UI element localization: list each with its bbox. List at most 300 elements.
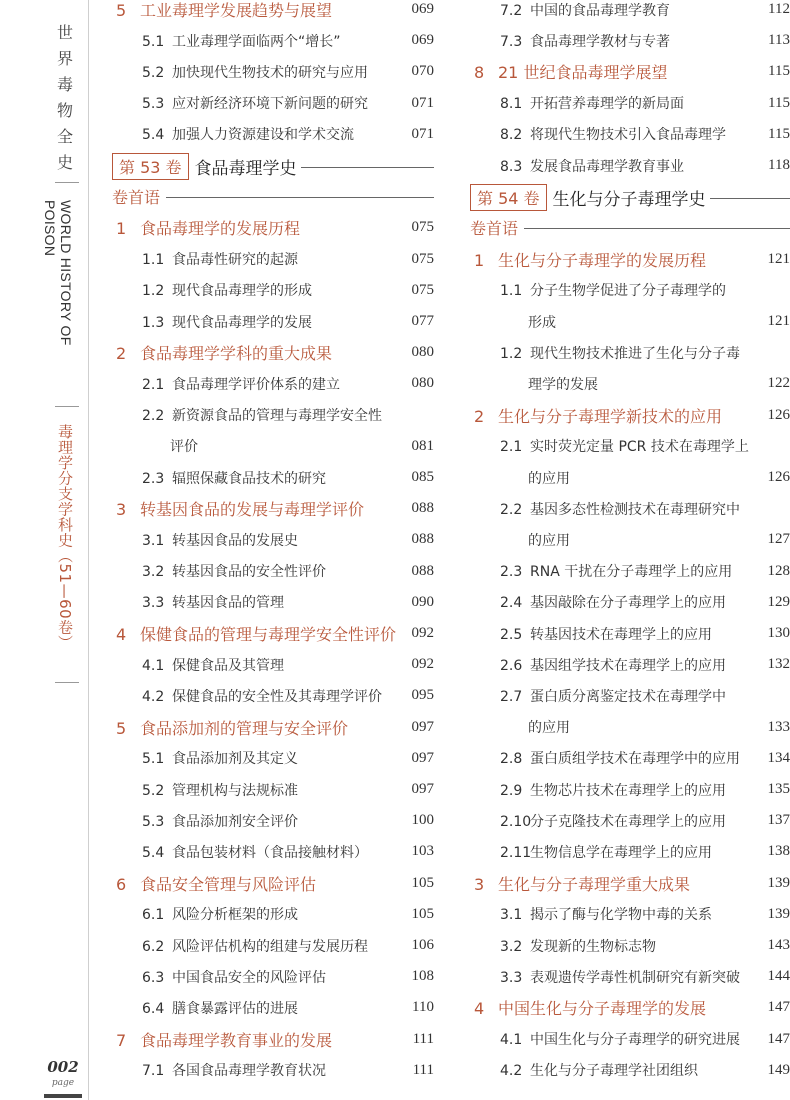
toc-entry-text bbox=[470, 936, 768, 956]
toc-chapter bbox=[112, 493, 434, 524]
toc-page-number: 121 bbox=[767, 250, 790, 267]
page-bar bbox=[44, 1094, 82, 1098]
toc-page-number: 144 bbox=[767, 968, 790, 985]
toc-entry bbox=[112, 244, 434, 275]
toc-entry-number: 5.1 bbox=[142, 751, 165, 768]
toc-entry-title: 生化与分子毒理学新技术的应用 bbox=[498, 406, 723, 426]
rule-line bbox=[166, 197, 434, 198]
toc-chapter bbox=[112, 712, 434, 743]
toc-page-number: 069 bbox=[411, 32, 434, 49]
toc-page-number: 088 bbox=[411, 562, 434, 579]
toc-page-number: 118 bbox=[768, 157, 790, 173]
toc-entry-title: 现代食品毒理学的发展 bbox=[172, 314, 312, 331]
toc-entry bbox=[112, 992, 434, 1023]
toc-entry-text bbox=[112, 716, 412, 739]
toc-page-number: 115 bbox=[768, 94, 790, 111]
toc-entry bbox=[470, 618, 790, 649]
toc-entry-title: 各国食品毒理学教育状况 bbox=[172, 1063, 326, 1080]
toc-entry-title: 表观遗传学毒性机制研究有新突破 bbox=[530, 969, 740, 986]
toc-entry-title: 食品毒性研究的起源 bbox=[172, 252, 298, 269]
toc-entry-number: 3.2 bbox=[500, 938, 523, 955]
toc-entry-text bbox=[470, 624, 768, 644]
toc-entry-number: 5.2 bbox=[142, 64, 165, 81]
rule-line bbox=[710, 198, 790, 199]
toc-chapter bbox=[470, 244, 790, 275]
toc-page-number: 071 bbox=[411, 125, 434, 142]
toc-entry-text bbox=[470, 93, 768, 113]
volume-title: 生化与分子毒理学史 bbox=[552, 189, 706, 210]
toc-entry-title: 转基因食品的安全性评价 bbox=[172, 564, 326, 581]
toc-entry-text bbox=[470, 436, 790, 456]
toc-page-number: 149 bbox=[767, 1061, 790, 1078]
toc-entry-number: 2.8 bbox=[500, 751, 523, 768]
toc-entry-number: 3.1 bbox=[142, 532, 165, 549]
toc-entry-text bbox=[470, 156, 768, 176]
toc-entry-text bbox=[112, 936, 412, 956]
toc-entry bbox=[470, 649, 790, 680]
toc-page-number: 106 bbox=[411, 937, 434, 953]
volume-heading bbox=[112, 152, 434, 180]
toc-page-number: 133 bbox=[767, 718, 790, 735]
toc-entry-text bbox=[112, 31, 412, 51]
toc-entry-number: 3.3 bbox=[500, 969, 523, 986]
toc-entry-text bbox=[470, 904, 768, 924]
toc-entry-title: 食品毒理学的发展历程 bbox=[140, 219, 301, 239]
toc-entry-title: 管理机构与法规标准 bbox=[172, 782, 298, 799]
toc-entry bbox=[112, 836, 434, 867]
toc-entry-number: 2.5 bbox=[500, 626, 523, 643]
toc-page-number: 075 bbox=[411, 219, 434, 236]
toc-entry-text bbox=[470, 530, 768, 550]
divider bbox=[55, 182, 79, 183]
toc-page-number: 100 bbox=[411, 812, 434, 829]
rule-line bbox=[301, 167, 434, 168]
toc-entry-title: 分子克隆技术在毒理学上的应用 bbox=[530, 813, 726, 830]
toc-entry-text bbox=[470, 842, 768, 862]
toc-entry-title: 食品毒理学评价体系的建立 bbox=[172, 376, 340, 393]
toc-entry-title: 食品添加剂及其定义 bbox=[172, 751, 298, 768]
toc-entry-text bbox=[470, 748, 768, 768]
toc-entry-title: 中国生化与分子毒理学的发展 bbox=[498, 999, 707, 1019]
toc-entry-number: 6 bbox=[116, 874, 127, 894]
toc-entry-title: 生化与分子毒理学重大成果 bbox=[498, 874, 691, 894]
toc-page-number: 097 bbox=[411, 749, 434, 766]
toc-entry-title: 的应用 bbox=[528, 470, 570, 487]
toc-page-number: 126 bbox=[767, 406, 790, 423]
toc-entry-number: 8.3 bbox=[500, 158, 523, 175]
toc-entry-title: 工业毒理学面临两个“增长” bbox=[172, 33, 341, 50]
toc-entry-number: 2.1 bbox=[500, 439, 523, 456]
toc-entry bbox=[470, 88, 790, 119]
toc-entry-number: 4 bbox=[116, 625, 127, 644]
toc-page-number: 137 bbox=[767, 812, 790, 829]
toc-entry bbox=[112, 400, 434, 431]
toc-entry-text bbox=[470, 280, 790, 300]
toc-entry-title: 转基因食品的发展与毒理学评价 bbox=[140, 500, 365, 520]
sidebar bbox=[0, 0, 90, 1100]
toc-entry-number: 2.7 bbox=[500, 688, 523, 705]
toc-entry bbox=[470, 25, 790, 56]
toc-entry-title: 转基因食品的发展史 bbox=[172, 532, 298, 549]
toc-entry-title: 蛋白质组学技术在毒理学中的应用 bbox=[530, 751, 740, 768]
toc-entry-number: 5.3 bbox=[142, 813, 165, 830]
toc-entry-title: 蛋白质分离鉴定技术在毒理学中 bbox=[530, 688, 726, 705]
toc-entry-number: 1.3 bbox=[142, 314, 165, 331]
toc-entry-text bbox=[470, 1060, 768, 1080]
toc-entry-number: 8.2 bbox=[500, 127, 523, 144]
toc-chapter bbox=[112, 1024, 434, 1055]
toc-page-number: 092 bbox=[411, 656, 434, 673]
toc-entry bbox=[112, 56, 434, 87]
toc-entry-title: 的应用 bbox=[528, 532, 570, 549]
toc-chapter bbox=[112, 618, 434, 649]
toc-entry-number: 6.4 bbox=[142, 1000, 165, 1017]
volume-label: 第 53 卷 bbox=[112, 153, 189, 180]
toc-entry-title: 转基因技术在毒理学上的应用 bbox=[530, 626, 712, 643]
toc-entry-text bbox=[470, 872, 768, 895]
toc-page-number: 132 bbox=[767, 656, 790, 673]
toc-entry-title: 食品包装材料（食品接触材料） bbox=[172, 844, 368, 861]
toc-entry bbox=[470, 1024, 790, 1055]
toc-entry-text bbox=[112, 341, 412, 364]
toc-entry bbox=[112, 306, 434, 337]
toc-entry-text bbox=[470, 811, 768, 831]
toc-entry-title: 现代生物技术推进了生化与分子毒 bbox=[530, 345, 740, 362]
toc-chapter bbox=[470, 400, 790, 431]
toc-entry-number: 1 bbox=[474, 250, 485, 270]
toc-entry-number: 4.2 bbox=[142, 688, 165, 705]
toc-entry-text bbox=[112, 312, 412, 332]
toc-page-number: 075 bbox=[411, 281, 434, 298]
toc-entry bbox=[112, 961, 434, 992]
toc-entry bbox=[470, 712, 790, 743]
toc-entry-text bbox=[112, 686, 412, 706]
toc-entry bbox=[112, 1055, 434, 1086]
toc-entry-title: 风险评估机构的组建与发展历程 bbox=[172, 938, 368, 955]
toc-entry-number: 5 bbox=[116, 1, 127, 20]
toc-entry bbox=[470, 0, 790, 25]
toc-page-number: 127 bbox=[767, 531, 790, 548]
toc-entry bbox=[112, 88, 434, 119]
toc-entry-number: 2.9 bbox=[500, 782, 523, 799]
toc-entry-text bbox=[470, 124, 768, 144]
toc-chapter bbox=[470, 868, 790, 899]
toc-entry bbox=[470, 743, 790, 774]
toc-page-number: 077 bbox=[411, 313, 434, 329]
toc-entry-text bbox=[470, 343, 790, 363]
toc-entry-text bbox=[470, 404, 768, 427]
toc-entry bbox=[470, 119, 790, 150]
rule-line bbox=[524, 228, 790, 229]
toc-page-number: 126 bbox=[767, 469, 790, 485]
toc-page-number: 081 bbox=[411, 437, 434, 454]
toc-entry bbox=[470, 493, 790, 524]
toc-chapter bbox=[112, 337, 434, 368]
toc-entry bbox=[470, 680, 790, 711]
toc-entry-title: 21 世纪食品毒理学展望 bbox=[498, 63, 668, 83]
toc-entry-text bbox=[470, 592, 768, 612]
toc-entry-number: 3 bbox=[116, 500, 127, 520]
series-title: 世界毒物全史 bbox=[56, 23, 73, 172]
toc-entry-number: 7.1 bbox=[142, 1063, 165, 1080]
toc-page-number: 105 bbox=[411, 874, 434, 891]
toc-entry bbox=[470, 836, 790, 867]
toc-entry-number: 7.3 bbox=[500, 33, 523, 50]
toc-entry bbox=[470, 1055, 790, 1086]
toc-entry-title: 膳食暴露评估的进展 bbox=[172, 1000, 298, 1017]
toc-page-number: 139 bbox=[767, 905, 790, 922]
toc-entry-number: 5.3 bbox=[142, 96, 165, 113]
toc-entry bbox=[470, 462, 790, 493]
toc-entry-title: 应对新经济环境下新问题的研究 bbox=[172, 96, 368, 113]
toc-entry-title: 转基因食品的管理 bbox=[172, 595, 284, 612]
toc-chapter bbox=[470, 56, 790, 87]
toc-entry-number: 7 bbox=[116, 1030, 127, 1050]
toc-entry-title: 食品安全管理与风险评估 bbox=[140, 874, 317, 894]
toc-entry bbox=[112, 431, 434, 462]
toc-entry-title: 开拓营养毒理学的新局面 bbox=[530, 96, 684, 113]
toc-entry-title: 工业毒理学发展趋势与展望 bbox=[140, 1, 333, 20]
toc-entry-text bbox=[470, 655, 768, 675]
toc-entry-title: 中国的食品毒理学教育 bbox=[530, 2, 670, 19]
toc-entry bbox=[112, 524, 434, 555]
toc-entry-title: 生化与分子毒理学的发展历程 bbox=[498, 250, 707, 270]
toc-entry-title: 理学的发展 bbox=[528, 376, 598, 393]
toc-entry-text bbox=[470, 312, 768, 332]
toc-entry bbox=[470, 556, 790, 587]
toc-entry-text bbox=[112, 748, 412, 768]
toc-page-number: 103 bbox=[411, 843, 434, 860]
toc-page-number: 138 bbox=[767, 843, 790, 860]
toc-entry-title: 生化与分子毒理学社团组织 bbox=[530, 1063, 698, 1080]
toc-entry-number: 1.2 bbox=[500, 345, 523, 362]
toc-chapter bbox=[112, 212, 434, 243]
toc-entry bbox=[470, 587, 790, 618]
toc-page-number: 097 bbox=[411, 718, 434, 735]
toc-entry-number: 3.3 bbox=[142, 595, 165, 612]
toc-entry bbox=[112, 930, 434, 961]
toc-entry-title: 发现新的生物标志物 bbox=[530, 938, 656, 955]
toc-page-number: 130 bbox=[767, 625, 790, 641]
toc-entry bbox=[112, 680, 434, 711]
toc-page-number: 088 bbox=[411, 500, 434, 517]
toc-chapter bbox=[470, 992, 790, 1023]
toc-entry-text bbox=[112, 811, 412, 831]
toc-page-number: 092 bbox=[411, 625, 434, 641]
toc-page-number: 113 bbox=[768, 32, 790, 49]
toc-entry-number: 2.4 bbox=[500, 595, 523, 612]
toc-entry bbox=[470, 774, 790, 805]
toc-entry bbox=[470, 306, 790, 337]
toc-entry-number: 3 bbox=[474, 874, 485, 894]
toc-entry-number: 5.1 bbox=[142, 33, 165, 50]
toc-entry bbox=[112, 899, 434, 930]
toc-page-number: 139 bbox=[767, 874, 790, 891]
series-title-en: WORLD HISTORY OF POISON bbox=[42, 200, 74, 346]
toc-entry bbox=[112, 587, 434, 618]
toc-page-number: 080 bbox=[411, 344, 434, 361]
volume-heading bbox=[470, 183, 790, 211]
toc-page-number: 069 bbox=[411, 1, 434, 17]
toc-entry-title: 食品添加剂安全评价 bbox=[172, 813, 298, 830]
toc-page-number: 088 bbox=[411, 531, 434, 548]
toc-entry bbox=[470, 368, 790, 399]
toc-entry bbox=[470, 150, 790, 181]
toc-page-number: 115 bbox=[768, 125, 790, 142]
toc-entry-text bbox=[112, 405, 434, 425]
toc-entry-title: 评价 bbox=[170, 439, 198, 456]
toc-entry-text bbox=[112, 216, 412, 239]
toc-entry-text bbox=[112, 280, 412, 300]
toc-entry-text bbox=[112, 249, 412, 269]
toc-entry-number: 5.4 bbox=[142, 844, 165, 861]
toc-entry bbox=[470, 431, 790, 462]
toc-entry-title: 加强人力资源建设和学术交流 bbox=[172, 127, 354, 144]
volume-title: 食品毒理学史 bbox=[194, 158, 297, 179]
toc-entry bbox=[112, 649, 434, 680]
toc-page-number: 111 bbox=[412, 1061, 434, 1078]
toc-entry-number: 1.1 bbox=[500, 283, 523, 300]
toc-entry-text bbox=[112, 1028, 413, 1051]
page-number: 002 bbox=[47, 1058, 79, 1076]
toc-entry-text bbox=[112, 436, 412, 456]
toc-entry-text bbox=[470, 374, 768, 394]
toc-page-number: 075 bbox=[411, 250, 434, 267]
divider bbox=[55, 682, 79, 683]
toc-entry-title: 食品毒理学教育事业的发展 bbox=[140, 1030, 333, 1050]
toc-entry-title: 食品添加剂的管理与安全评价 bbox=[140, 718, 349, 738]
toc-entry-number: 4.1 bbox=[500, 1032, 523, 1049]
toc-page-number: 135 bbox=[767, 781, 790, 797]
toc-page-number: 121 bbox=[767, 313, 790, 329]
toc-page-number: 122 bbox=[767, 375, 790, 392]
toc-entry-number: 2.10 bbox=[500, 813, 532, 830]
toc-entry-text bbox=[112, 497, 412, 520]
toc-entry-text bbox=[112, 93, 412, 113]
toc-entry-number: 2 bbox=[116, 344, 127, 364]
toc-entry-title: 风险分析框架的形成 bbox=[172, 907, 298, 924]
toc-page-number: 115 bbox=[768, 63, 790, 80]
toc-entry bbox=[112, 25, 434, 56]
toc-entry-title: 将现代生物技术引入食品毒理学 bbox=[530, 127, 726, 144]
toc-entry-number: 5.4 bbox=[142, 127, 165, 144]
toc-entry-text bbox=[470, 1029, 768, 1049]
toc-entry-title: 辐照保藏食品技术的研究 bbox=[172, 470, 326, 487]
toc-entry bbox=[112, 275, 434, 306]
toc-page-number: 070 bbox=[411, 63, 434, 80]
toc-page-number: 143 bbox=[767, 937, 790, 953]
toc-entry-text bbox=[470, 60, 768, 83]
toc-entry-title: 加快现代生物技术的研究与应用 bbox=[172, 64, 368, 81]
toc-entry-text bbox=[470, 561, 768, 581]
toc-entry-text bbox=[470, 717, 768, 737]
toc-entry-number: 4.2 bbox=[500, 1063, 523, 1080]
toc-page-number: 110 bbox=[412, 999, 434, 1016]
toc-entry-text bbox=[470, 0, 768, 20]
toc-page-number: 134 bbox=[767, 749, 790, 766]
toc-entry-text bbox=[112, 561, 412, 581]
toc-entry bbox=[470, 930, 790, 961]
toc-entry bbox=[112, 462, 434, 493]
toc-entry-text bbox=[112, 0, 412, 21]
toc-entry-title: 基因组学技术在毒理学上的应用 bbox=[530, 657, 726, 674]
toc-entry-text bbox=[112, 780, 412, 800]
page-label: page bbox=[51, 1078, 75, 1088]
toc-entry-title: 基因敲除在分子毒理学上的应用 bbox=[530, 595, 726, 612]
toc-entry-text bbox=[112, 904, 412, 924]
toc-entry-number: 1.2 bbox=[142, 283, 165, 300]
toc-entry-text bbox=[112, 374, 412, 394]
toc-entry-number: 4.1 bbox=[142, 657, 165, 674]
toc-entry-number: 2.11 bbox=[500, 844, 532, 861]
toc-page-number: 095 bbox=[411, 687, 434, 704]
toc-entry bbox=[470, 961, 790, 992]
toc-entry-title: 食品毒理学教材与专著 bbox=[530, 33, 670, 50]
toc-entry-number: 2.2 bbox=[142, 408, 165, 425]
toc-entry-title: 的应用 bbox=[528, 720, 570, 737]
toc-entry-number: 8 bbox=[474, 63, 485, 83]
toc-entry-title: 保健食品的管理与毒理学安全性评价 bbox=[140, 625, 397, 644]
toc-entry-text bbox=[470, 967, 768, 987]
toc-entry-text bbox=[112, 967, 412, 987]
toc-entry-number: 6.3 bbox=[142, 969, 165, 986]
toc-entry-title: 中国食品安全的风险评估 bbox=[172, 969, 326, 986]
divider bbox=[55, 406, 79, 407]
preface-label: 卷首语 bbox=[112, 188, 161, 208]
toc-entry-number: 3.1 bbox=[500, 907, 523, 924]
toc-entry-title: 新资源食品的管理与毒理学安全性 bbox=[172, 408, 382, 425]
toc-entry-text bbox=[112, 530, 412, 550]
toc-page-number: 147 bbox=[767, 999, 790, 1016]
toc-page-number: 112 bbox=[768, 1, 790, 17]
toc-entry-text bbox=[470, 31, 768, 51]
toc-entry-number: 2.2 bbox=[500, 501, 523, 518]
toc-entry bbox=[112, 805, 434, 836]
toc-entry bbox=[112, 556, 434, 587]
toc-chapter bbox=[112, 0, 434, 25]
toc-entry-text bbox=[470, 780, 768, 800]
toc-page-number: 108 bbox=[411, 968, 434, 985]
toc-entry-title: 中国生化与分子毒理学的研究进展 bbox=[530, 1032, 740, 1049]
toc-page-number: 111 bbox=[412, 1030, 434, 1047]
toc-entry-title: 基因多态性检测技术在毒理研究中 bbox=[530, 501, 740, 518]
toc-entry-number: 1.1 bbox=[142, 252, 165, 269]
toc-entry-text bbox=[112, 842, 412, 862]
toc-entry-title: 实时荧光定量 PCR 技术在毒理学上 bbox=[530, 439, 749, 456]
toc-entry-title: 生物芯片技术在毒理学上的应用 bbox=[530, 782, 726, 799]
toc-entry-text bbox=[112, 872, 412, 895]
toc-entry-text bbox=[112, 592, 412, 612]
toc-entry-text bbox=[470, 499, 790, 519]
toc-entry-text bbox=[112, 62, 412, 82]
toc-entry bbox=[112, 774, 434, 805]
toc-page-number: 128 bbox=[767, 562, 790, 579]
toc-chapter bbox=[112, 868, 434, 899]
toc-entry-number: 5.2 bbox=[142, 782, 165, 799]
toc-entry bbox=[470, 899, 790, 930]
preface-label: 卷首语 bbox=[470, 219, 519, 239]
toc-entry-number: 7.2 bbox=[500, 2, 523, 19]
preface-heading bbox=[112, 181, 434, 212]
toc-entry-title: 分子生物学促进了分子毒理学的 bbox=[530, 283, 726, 300]
toc-entry-title: RNA 干扰在分子毒理学上的应用 bbox=[530, 564, 733, 581]
toc-entry-title: 生物信息学在毒理学上的应用 bbox=[530, 844, 712, 861]
toc-entry-text bbox=[112, 124, 412, 144]
toc-entry-number: 1 bbox=[116, 219, 127, 239]
toc-page-number: 097 bbox=[411, 781, 434, 797]
toc-entry-text bbox=[112, 468, 412, 488]
toc-page-number: 085 bbox=[411, 469, 434, 485]
